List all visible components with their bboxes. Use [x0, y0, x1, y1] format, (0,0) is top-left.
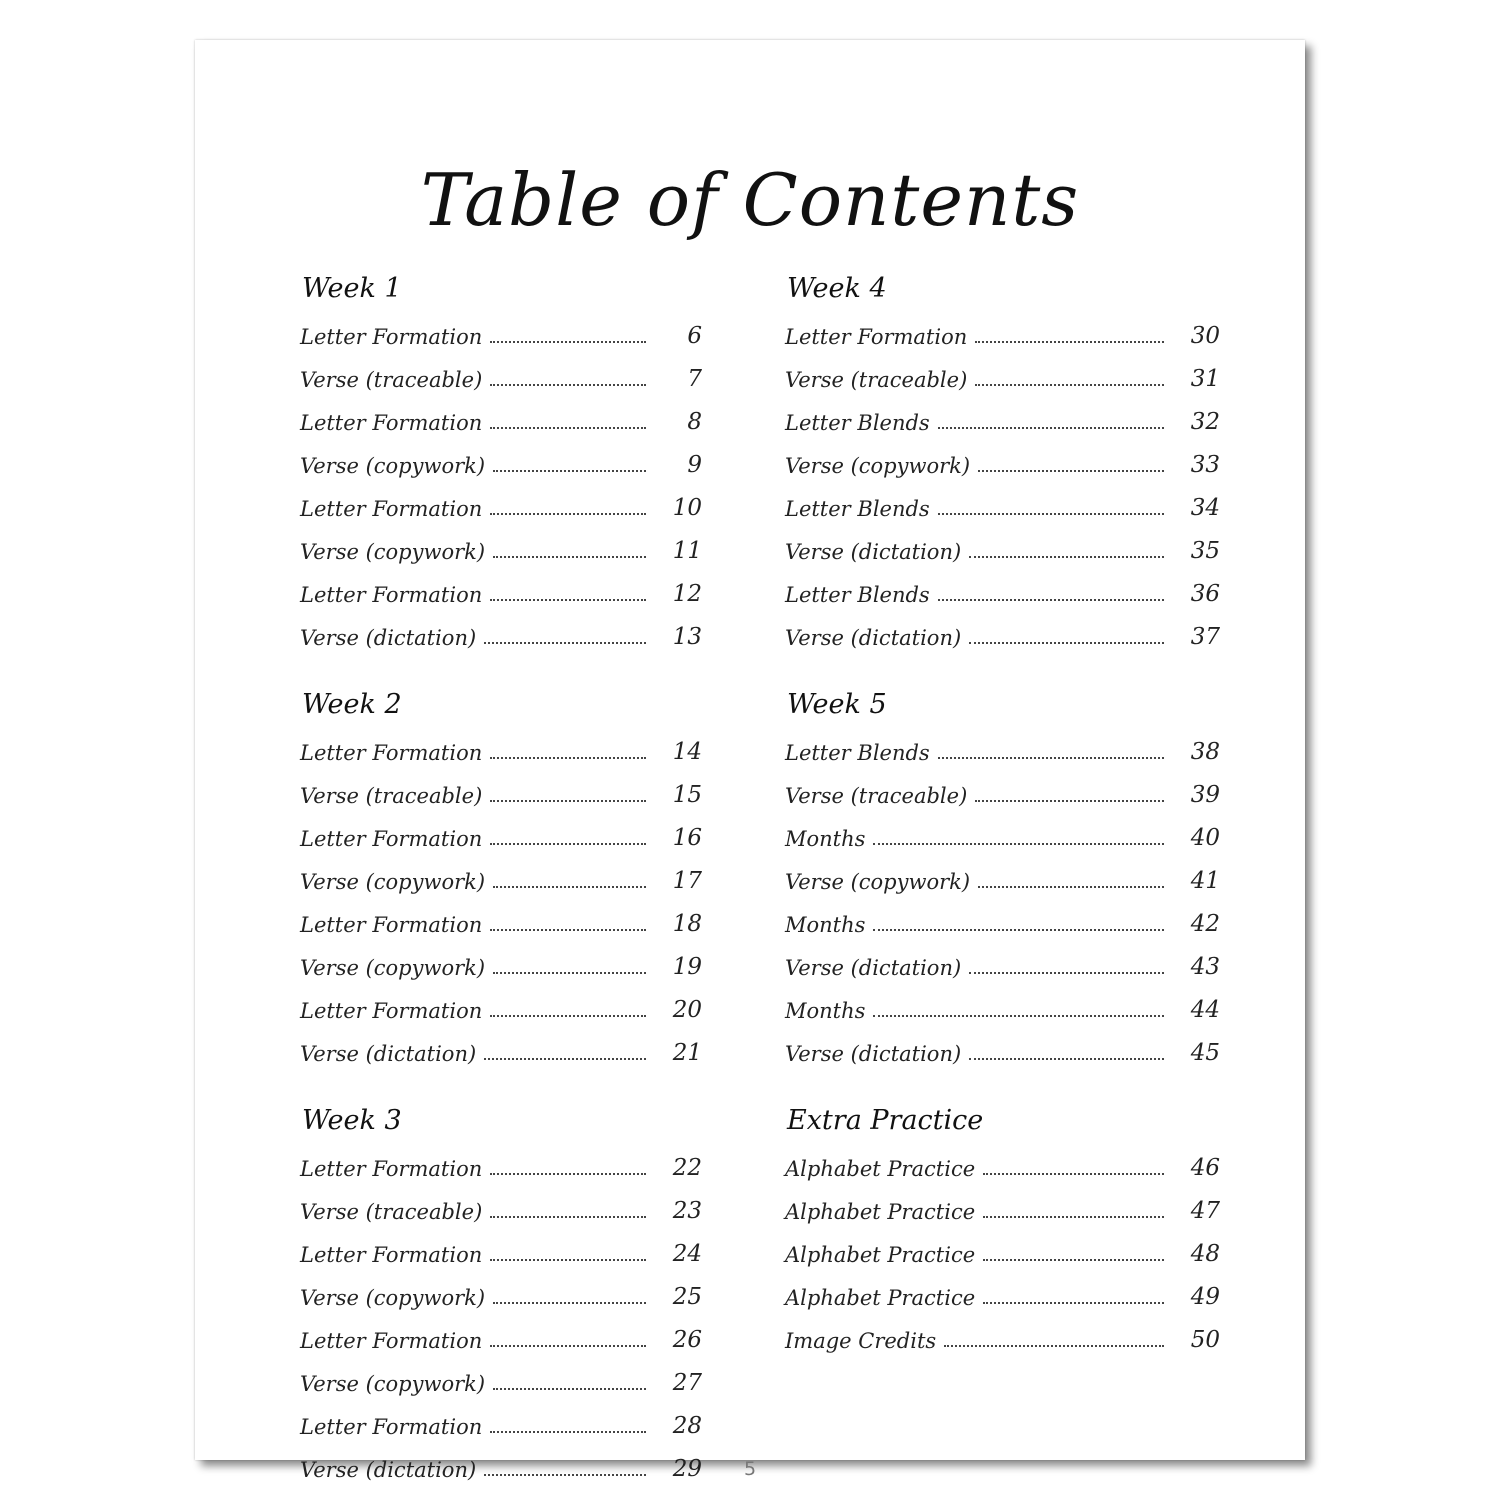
toc-entry-label: Alphabet Practice	[785, 1286, 976, 1310]
dot-leader	[490, 513, 646, 515]
section-gap	[300, 650, 702, 688]
dot-leader	[969, 556, 1164, 558]
toc-entry-label: Letter Blends	[785, 411, 930, 435]
toc-entry[interactable]	[785, 306, 1220, 349]
dot-leader	[493, 886, 646, 888]
dot-leader	[944, 1345, 1164, 1347]
dot-leader	[938, 513, 1164, 515]
toc-entry[interactable]	[785, 1224, 1220, 1267]
dot-leader	[490, 599, 646, 601]
toc-entry-label: Letter Formation	[785, 325, 968, 349]
dot-leader	[490, 427, 646, 429]
dot-leader	[493, 470, 646, 472]
dot-leader	[490, 1015, 646, 1017]
dot-leader	[493, 972, 646, 974]
dot-leader	[490, 1345, 646, 1347]
toc-entry-label: Verse (traceable)	[300, 1200, 483, 1224]
section-heading: Week 4	[787, 273, 887, 304]
dot-leader	[490, 843, 646, 845]
dot-leader	[978, 470, 1164, 472]
dot-leader	[938, 757, 1164, 759]
dot-leader	[490, 1216, 646, 1218]
toc-entry-label: Letter Formation	[300, 1157, 483, 1181]
dot-leader	[969, 642, 1164, 644]
dot-leader	[490, 1259, 646, 1261]
toc-entry-label: Verse (copywork)	[785, 870, 971, 894]
toc-entry-page-number: 18	[672, 911, 702, 937]
toc-entry[interactable]	[300, 306, 702, 349]
toc-entry-page-number: 10	[672, 495, 702, 521]
toc-entry-page-number: 26	[672, 1327, 702, 1353]
toc-entry-page-number: 7	[687, 366, 702, 392]
toc-entry-label: Letter Formation	[300, 1415, 483, 1439]
toc-entry[interactable]	[300, 765, 702, 808]
dot-leader	[978, 886, 1164, 888]
document-page	[195, 40, 1305, 1482]
toc-entry-label: Verse (copywork)	[300, 870, 486, 894]
toc-entry-label: Letter Formation	[300, 913, 483, 937]
toc-entry-page-number: 17	[672, 868, 702, 894]
toc-entry[interactable]	[785, 980, 1220, 1023]
toc-entry-page-number: 21	[672, 1040, 702, 1066]
toc-entry[interactable]	[300, 521, 702, 564]
dot-leader	[983, 1216, 1164, 1218]
toc-entry[interactable]	[300, 980, 702, 1023]
dot-leader	[969, 972, 1164, 974]
toc-entry-label: Verse (traceable)	[785, 784, 968, 808]
toc-entry-label: Months	[785, 999, 866, 1023]
dot-leader	[938, 427, 1164, 429]
toc-entry-page-number: 50	[1190, 1327, 1220, 1353]
toc-entry-page-number: 33	[1190, 452, 1220, 478]
dot-leader	[873, 843, 1164, 845]
toc-section-week-2	[300, 688, 702, 1066]
toc-entry-label: Verse (copywork)	[300, 1286, 486, 1310]
toc-entry-page-number: 24	[672, 1241, 702, 1267]
toc-entry-label: Letter Formation	[300, 999, 483, 1023]
toc-entry[interactable]	[300, 607, 702, 650]
toc-entry-label: Letter Blends	[785, 741, 930, 765]
toc-column-right	[785, 272, 1220, 1353]
toc-entry-label: Verse (traceable)	[785, 368, 968, 392]
toc-entry-page-number: 47	[1190, 1198, 1220, 1224]
dot-leader	[490, 341, 646, 343]
dot-leader	[969, 1058, 1164, 1060]
toc-entry-label: Months	[785, 827, 866, 851]
dot-leader	[975, 384, 1164, 386]
toc-entry-page-number: 34	[1190, 495, 1220, 521]
toc-entry[interactable]	[785, 894, 1220, 937]
toc-entry-label: Verse (dictation)	[300, 1042, 477, 1066]
toc-entry-page-number: 29	[672, 1456, 702, 1482]
toc-entry-page-number: 6	[687, 323, 702, 349]
toc-entry[interactable]	[300, 564, 702, 607]
toc-entry[interactable]	[785, 521, 1220, 564]
dot-leader	[490, 757, 646, 759]
toc-entry[interactable]	[785, 722, 1220, 765]
toc-entry[interactable]	[785, 607, 1220, 650]
section-heading: Week 5	[787, 689, 887, 720]
toc-entry-page-number: 48	[1190, 1241, 1220, 1267]
toc-entry-label: Letter Formation	[300, 1243, 483, 1267]
toc-entry-label: Verse (traceable)	[300, 784, 483, 808]
toc-entry-label: Letter Blends	[785, 497, 930, 521]
toc-entry-page-number: 39	[1190, 782, 1220, 808]
toc-entry-label: Verse (dictation)	[785, 626, 962, 650]
toc-entry-page-number: 9	[687, 452, 702, 478]
toc-entry-page-number: 30	[1190, 323, 1220, 349]
section-heading: Extra Practice	[787, 1105, 984, 1136]
toc-entry[interactable]	[785, 1181, 1220, 1224]
toc-entry[interactable]	[300, 1181, 702, 1224]
toc-entry[interactable]	[300, 1138, 702, 1181]
toc-entry-page-number: 45	[1190, 1040, 1220, 1066]
toc-entry-page-number: 31	[1190, 366, 1220, 392]
toc-entry-label: Alphabet Practice	[785, 1200, 976, 1224]
toc-entry[interactable]	[785, 1023, 1220, 1066]
toc-entry-label: Verse (dictation)	[785, 540, 962, 564]
dot-leader	[873, 1015, 1164, 1017]
toc-entry-label: Image Credits	[785, 1329, 937, 1353]
toc-entry[interactable]	[785, 1267, 1220, 1310]
toc-entry-page-number: 16	[672, 825, 702, 851]
page-number: 5	[743, 1458, 757, 1480]
toc-entry[interactable]	[300, 937, 702, 980]
dot-leader	[490, 800, 646, 802]
toc-entry[interactable]	[785, 349, 1220, 392]
toc-section-week-1	[300, 272, 702, 650]
toc-entry-page-number: 19	[672, 954, 702, 980]
toc-entry-label: Letter Formation	[300, 827, 483, 851]
toc-entry-page-number: 44	[1190, 997, 1220, 1023]
toc-entry-page-number: 35	[1190, 538, 1220, 564]
toc-entry-label: Alphabet Practice	[785, 1243, 976, 1267]
toc-entry[interactable]	[300, 808, 702, 851]
toc-section-week-3	[300, 1104, 702, 1482]
toc-entry-page-number: 11	[672, 538, 702, 564]
dot-leader	[490, 929, 646, 931]
toc-section-week-4	[785, 272, 1220, 650]
toc-entry-page-number: 23	[672, 1198, 702, 1224]
toc-entry[interactable]	[785, 937, 1220, 980]
toc-entry[interactable]	[300, 722, 702, 765]
toc-entry[interactable]	[785, 1310, 1220, 1353]
dot-leader	[490, 1173, 646, 1175]
toc-entry-page-number: 32	[1190, 409, 1220, 435]
toc-entry-label: Verse (copywork)	[785, 454, 971, 478]
toc-entry-label: Verse (dictation)	[300, 1458, 477, 1482]
toc-entry[interactable]	[785, 765, 1220, 808]
toc-entry-label: Verse (copywork)	[300, 1372, 486, 1396]
toc-entry-page-number: 38	[1190, 739, 1220, 765]
dot-leader	[493, 1388, 646, 1390]
toc-entry[interactable]	[300, 349, 702, 392]
toc-entry-label: Months	[785, 913, 866, 937]
section-heading: Week 3	[302, 1105, 402, 1136]
toc-entry[interactable]	[300, 851, 702, 894]
toc-entry-page-number: 25	[672, 1284, 702, 1310]
toc-entry-label: Verse (traceable)	[300, 368, 483, 392]
toc-entry[interactable]	[785, 1138, 1220, 1181]
dot-leader	[983, 1173, 1164, 1175]
toc-entry[interactable]	[300, 1310, 702, 1353]
dot-leader	[484, 1058, 646, 1060]
toc-entry-label: Letter Formation	[300, 583, 483, 607]
toc-entry-page-number: 22	[672, 1155, 702, 1181]
toc-entry[interactable]	[785, 564, 1220, 607]
toc-entry-page-number: 20	[672, 997, 702, 1023]
toc-entry-label: Letter Formation	[300, 741, 483, 765]
toc-entry-label: Verse (copywork)	[300, 540, 486, 564]
toc-entry[interactable]	[785, 392, 1220, 435]
section-heading: Week 1	[302, 273, 402, 304]
toc-entry-label: Letter Formation	[300, 411, 483, 435]
section-heading: Week 2	[302, 689, 402, 720]
toc-entry[interactable]	[785, 851, 1220, 894]
toc-entry-page-number: 41	[1190, 868, 1220, 894]
toc-entry[interactable]	[785, 478, 1220, 521]
dot-leader	[493, 1302, 646, 1304]
toc-entry-label: Letter Blends	[785, 583, 930, 607]
toc-entry-label: Alphabet Practice	[785, 1157, 976, 1181]
dot-leader	[983, 1302, 1164, 1304]
dot-leader	[490, 1431, 646, 1433]
toc-entry-label: Verse (copywork)	[300, 956, 486, 980]
dot-leader	[983, 1259, 1164, 1261]
toc-section-extra-practice	[785, 1104, 1220, 1353]
toc-entry[interactable]	[300, 435, 702, 478]
toc-entry[interactable]	[300, 1267, 702, 1310]
section-gap	[785, 650, 1220, 688]
dot-leader	[873, 929, 1164, 931]
toc-entry-label: Verse (dictation)	[785, 1042, 962, 1066]
dot-leader	[975, 341, 1164, 343]
toc-entry-page-number: 49	[1190, 1284, 1220, 1310]
toc-entry-label: Letter Formation	[300, 325, 483, 349]
toc-entry-page-number: 40	[1190, 825, 1220, 851]
toc-entry-label: Verse (dictation)	[300, 626, 477, 650]
toc-entry-page-number: 14	[672, 739, 702, 765]
toc-entry-page-number: 36	[1190, 581, 1220, 607]
toc-entry[interactable]	[785, 435, 1220, 478]
dot-leader	[938, 599, 1164, 601]
toc-entry-label: Verse (copywork)	[300, 454, 486, 478]
toc-entry[interactable]	[300, 1396, 702, 1439]
toc-entry[interactable]	[300, 1023, 702, 1066]
toc-column-left	[300, 272, 702, 1482]
toc-entry[interactable]	[300, 1353, 702, 1396]
toc-entry-page-number: 12	[672, 581, 702, 607]
toc-entry-label: Verse (dictation)	[785, 956, 962, 980]
dot-leader	[975, 800, 1164, 802]
toc-entry-page-number: 43	[1190, 954, 1220, 980]
toc-entry-page-number: 15	[672, 782, 702, 808]
toc-entry-page-number: 8	[687, 409, 702, 435]
toc-entry-label: Letter Formation	[300, 497, 483, 521]
toc-entry[interactable]	[300, 1224, 702, 1267]
toc-section-week-5	[785, 688, 1220, 1066]
dot-leader	[490, 384, 646, 386]
toc-entry[interactable]	[300, 392, 702, 435]
toc-entry-page-number: 42	[1190, 911, 1220, 937]
toc-entry-label: Letter Formation	[300, 1329, 483, 1353]
toc-entry[interactable]	[785, 808, 1220, 851]
toc-entry-page-number: 13	[672, 624, 702, 650]
dot-leader	[493, 556, 646, 558]
section-gap	[300, 1066, 702, 1104]
toc-entry[interactable]	[300, 894, 702, 937]
dot-leader	[484, 642, 646, 644]
section-gap	[785, 1066, 1220, 1104]
toc-entry-page-number: 27	[672, 1370, 702, 1396]
toc-entry-page-number: 37	[1190, 624, 1220, 650]
toc-entry-page-number: 46	[1190, 1155, 1220, 1181]
toc-entry-page-number: 28	[672, 1413, 702, 1439]
page-title: Table of Contents	[420, 158, 1080, 242]
toc-entry[interactable]	[300, 478, 702, 521]
